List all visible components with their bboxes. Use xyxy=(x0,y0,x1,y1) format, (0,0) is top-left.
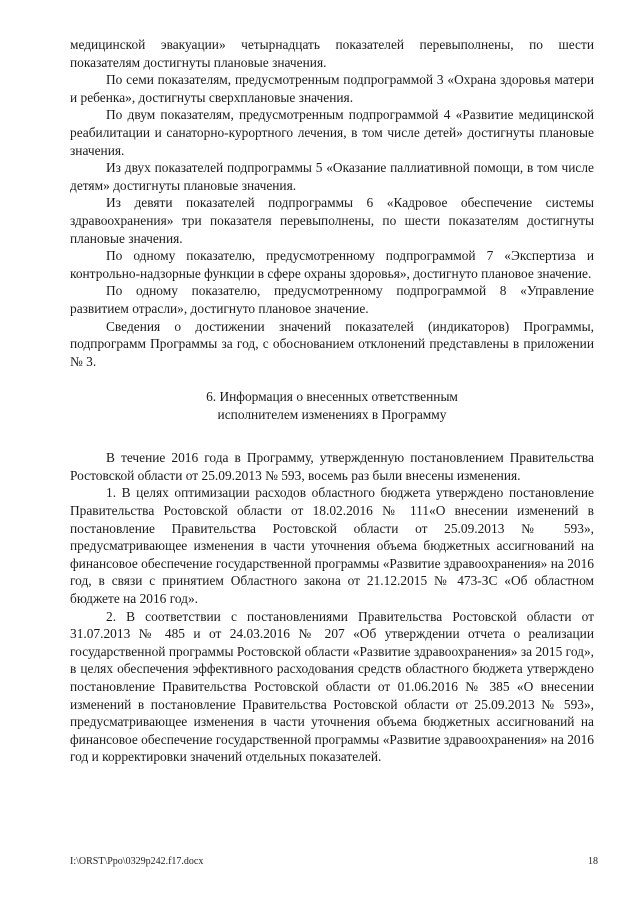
paragraph-subprogram-7: По одному показателю, предусмотренному подпрограммой 7 «Экспертиза и контрольно-надзорные функции в сфере охраны здоровья», достигнуто плановое значение. xyxy=(70,248,594,281)
paragraph-changes-intro: В течение 2016 года в Программу, утвержденную постановлением Правительства Ростовской области от 25.09.2013 № 593, восемь раз были внесены изменения. xyxy=(70,450,594,483)
paragraph-subprogram-3: По семи показателям, предусмотренным подпрограммой 3 «Охрана здоровья матери и ребенка», достигнуты сверхплановые значения. xyxy=(70,72,594,105)
paragraph-subprogram-6: Из девяти показателей подпрограммы 6 «Кадровое обеспечение системы здравоохранения» три показателя перевыполнены, по шести показателям достигнуты плановые значения. xyxy=(70,195,594,246)
paragraph-subprogram-4: По двум показателям, предусмотренным подпрограммой 4 «Развитие медицинской реабилитации и санаторно-курортного лечения, в том числе детей» достигнуты плановые значения. xyxy=(70,107,594,158)
page-footer xyxy=(70,856,598,867)
document-page xyxy=(70,36,594,766)
paragraph-appendix-reference: Сведения о достижении значений показателей (индикаторов) Программы, подпрограмм Программы за год, с обоснованием отклонений представлены в приложении № 3. xyxy=(70,318,594,369)
paragraph-continuation: медицинской эвакуации» четырнадцать показателей перевыполнены, по шести показателям достигнуты плановые значения. xyxy=(70,37,594,70)
section-title-line-1: 6. Информация о внесенных ответственным xyxy=(206,389,458,405)
paragraph-subprogram-5: Из двух показателей подпрограммы 5 «Оказание паллиативной помощи, в том числе детям» достигнуты плановые значения. xyxy=(70,160,594,193)
paragraph-change-1: 1. В целях оптимизации расходов областного бюджета утверждено постановление Правительства Ростовской области от 18.02.2016 № 111«О внесении изменений в постановление Правительства Ростовской области от 25.09.2013 № 593», предусматривающее изменения в части уточнения объема бюджетных ассигнований на финансовое обеспечение государственной программы «Развитие здравоохранения» на 2016 год, в связи с принятием Областного закона от 21.12.2015 № 473-ЗС «Об областном бюджете на 2016 год». xyxy=(70,485,594,607)
paragraph-subprogram-8: По одному показателю, предусмотренному подпрограммой 8 «Управление развитием отрасли», достигнуто плановое значение. xyxy=(70,283,594,316)
footer-file-path: I:\ORST\Ppo\0329p242.f17.docx xyxy=(70,856,204,867)
paragraph-change-2: 2. В соответствии с постановлениями Правительства Ростовской области от 31.07.2013 № 485 и от 24.03.2016 № 207 «Об утверждении отчета о реализации государственной программы Ростовской области «Развитие здравоохранения» за 2015 год», в целях обеспечения эффективного расходования средств областного бюджета утверждено постановление Правительства Ростовской области от 01.06.2016 № 385 «О внесении изменений в постановление Правительства Ростовской области от 25.09.2013 № 593», предусматривающее изменения в части уточнения объема бюджетных ассигнований на финансовое обеспечение государственной программы «Развитие здравоохранения» на 2016 год и корректировки значений отдельных показателей. xyxy=(70,608,594,765)
section-title-line-2: исполнителем изменениях в Программу xyxy=(217,407,447,423)
page-number: 18 xyxy=(588,856,598,867)
section-title xyxy=(70,388,594,424)
